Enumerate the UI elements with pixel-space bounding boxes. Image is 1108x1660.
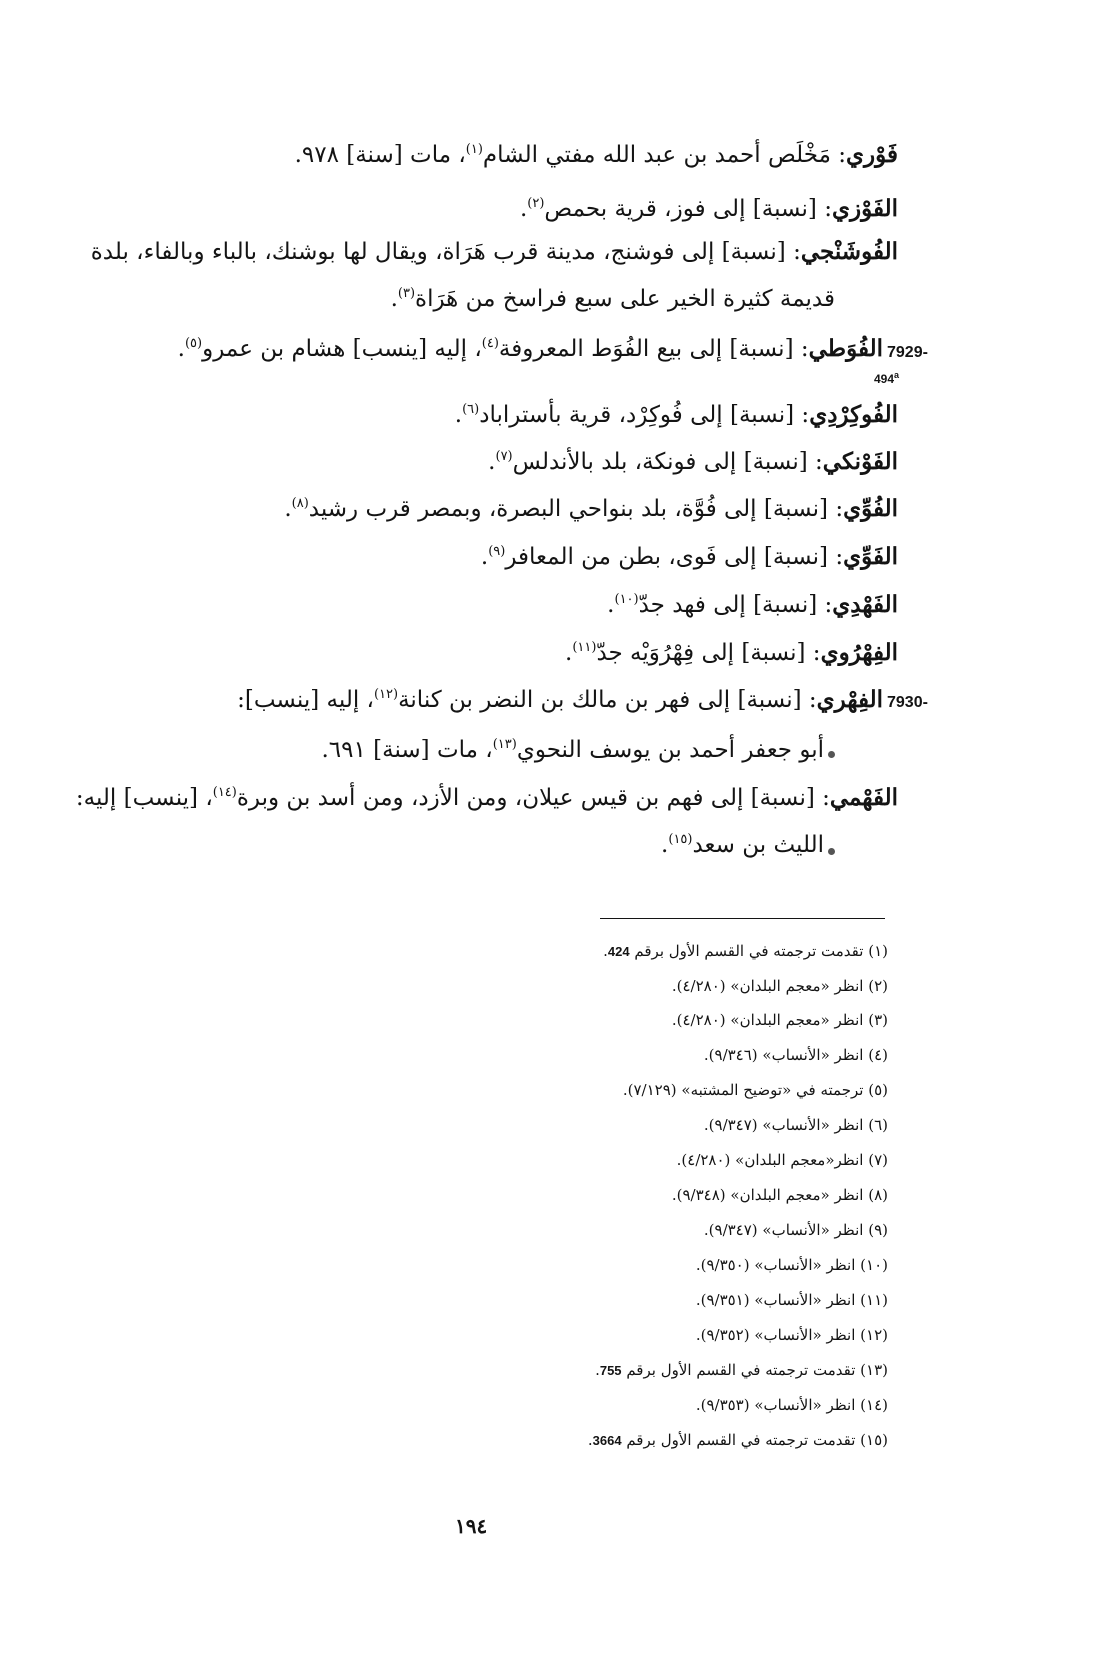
entry-headword: الفُوِّي — [843, 495, 898, 522]
entry-headword: الفُوكِرْدِي — [809, 401, 898, 428]
footnote-13: (١٣) تقدمت ترجمته في القسم الأول برقم 755. — [595, 1361, 888, 1379]
entry-text: . — [519, 196, 528, 222]
footnote-4: (٤) انظر «الأنساب» (٩/٣٤٦). — [703, 1046, 888, 1064]
entry-text: : [نسبة] إلى فونكة، بلد بالأندلس — [512, 449, 823, 475]
entry-text: . — [390, 286, 398, 312]
footnote-ref[interactable]: (٣) — [397, 286, 416, 301]
footnote-12: (١٢) انظر «الأنساب» (٩/٣٥٢). — [695, 1326, 888, 1344]
entry-fawnaki — [488, 447, 898, 477]
entry-fuwwi — [284, 494, 898, 524]
footnote-7: (٧) انظر«معجم البلدان» (٤/٢٨٠). — [676, 1151, 888, 1169]
entry-number: 7929- — [887, 344, 928, 361]
page-number: ١٩٤ — [455, 1514, 488, 1538]
entry-text: : [نسبة] إلى فُوكِرْد، قرية بأستراباد — [479, 402, 810, 428]
entry-bullet-abu-jafar — [321, 735, 824, 765]
entry-text: : [نسبة] إلى فهم بن قيس عيلان، ومن الأزد، ومن أسد بن وبرة — [236, 785, 830, 811]
entry-text: ، إليه [ينسب]: — [237, 687, 374, 713]
entry-headword: الفُوشَنْجي — [800, 238, 898, 265]
footnote-10: (١٠) انظر «الأنساب» (٩/٣٥٠). — [695, 1256, 888, 1274]
entry-headword: الفِهْرُوي — [820, 639, 898, 666]
entry-fawzi — [520, 194, 898, 224]
footnote-ref[interactable]: (٥) — [184, 336, 203, 351]
entry-fushanji-line1 — [0, 237, 898, 267]
entry-headword: الفَهْدِي — [832, 591, 898, 618]
entry-text: : [نسبة] إلى فوز، قرية بحمص — [544, 196, 832, 222]
entry-text: : [نسبة] إلى فِهْرُوَيْه جدّ — [596, 640, 821, 666]
entry-text: ، مات [سنة] ٩٧٨. — [294, 142, 466, 168]
entry-text: ، [ينسب] إليه: — [75, 785, 213, 811]
entry-fawwi — [481, 542, 898, 572]
entry-headword: الفَهْمي — [829, 784, 898, 811]
bullet-icon — [828, 848, 835, 855]
footnote-ref[interactable]: (١١) — [572, 640, 597, 655]
entry-text: : [نسبة] إلى فُوَّة، بلد بنواحي البصرة، وبمصر قرب رشيد — [308, 496, 844, 522]
footnote-6: (٦) انظر «الأنساب» (٩/٣٤٧). — [703, 1116, 888, 1134]
entry-text: . — [488, 449, 496, 475]
entry-text: أبو جعفر أحمد بن يوسف النحوي — [516, 737, 824, 763]
footnote-3: (٣) انظر «معجم البلدان» (٤/٢٨٠). — [671, 1011, 888, 1029]
entry-text: : [نسبة] إلى فهد جدّ — [638, 592, 833, 618]
entry-text: : [نسبة] إلى بيع الفُوَط المعروفة — [498, 336, 809, 362]
entry-headword: الفَوْزي — [831, 195, 898, 222]
footnote-2: (٢) انظر «معجم البلدان» (٤/٢٨٠). — [671, 977, 888, 995]
entry-text: : [نسبة] إلى فهر بن مالك بن النضر بن كنانة — [398, 687, 817, 713]
entry-headword: الفَوِّي — [843, 543, 898, 570]
entry-text: الليث بن سعد — [692, 832, 824, 858]
footnote-ref[interactable]: (٤) — [481, 336, 499, 351]
footnote-ref[interactable]: (٢) — [527, 196, 545, 211]
entry-fahdi — [607, 590, 898, 620]
entry-text: . — [284, 496, 292, 522]
entry-headword: الفُوَطي — [808, 335, 883, 362]
footnote-ref[interactable]: (١٣) — [492, 737, 517, 752]
footnote-9: (٩) انظر «الأنساب» (٩/٣٤٧). — [703, 1221, 888, 1239]
folio-marker: 494$^a$ — [874, 370, 900, 386]
footnote-8: (٨) انظر «معجم البلدان» (٩/٣٤٨). — [671, 1186, 888, 1204]
footnote-11: (١١) انظر «الأنساب» (٩/٣٥١). — [695, 1291, 888, 1309]
footnote-ref[interactable]: (٩) — [488, 544, 506, 559]
footnote-ref[interactable]: (١٤) — [212, 785, 237, 800]
entry-text: : [نسبة] إلى فوشنج، مدينة قرب هَرَاة، ويقال لها بوشنك، بالباء وبالفاء، بلدة — [90, 239, 801, 265]
entry-bullet-layth — [661, 830, 824, 860]
entry-headword: فَوْري — [846, 141, 898, 168]
entry-headword: الفِهْري — [816, 686, 883, 713]
entry-text: : [نسبة] إلى فَوى، بطن من المعافر — [505, 544, 844, 570]
entry-text: . — [661, 832, 669, 858]
footnote-14: (١٤) انظر «الأنساب» (٩/٣٥٣). — [695, 1396, 888, 1414]
footnote-separator — [600, 918, 885, 919]
entry-text: . — [177, 336, 185, 362]
entry-headword: الفَوْنكي — [822, 448, 898, 475]
entry-text: . — [480, 544, 489, 570]
entry-text: ، إليه [ينسب] هشام بن عمرو — [202, 336, 482, 362]
entry-fahmi — [76, 783, 898, 813]
footnote-ref[interactable]: (١٥) — [668, 832, 693, 847]
entry-text: ، مات [سنة] ٦٩١. — [321, 737, 493, 763]
entry-fihruwi — [565, 638, 898, 668]
entry-line — [91, 237, 898, 267]
footnote-ref[interactable]: (١٢) — [373, 687, 399, 702]
footnote-ref[interactable]: (٦) — [462, 402, 480, 417]
footnote-ref[interactable]: (١) — [465, 142, 483, 157]
footnote-1: (١) تقدمت ترجمته في القسم الأول برقم 424. — [603, 942, 888, 960]
entry-fuwati — [178, 334, 883, 364]
bullet-icon — [828, 751, 835, 758]
entry-fushanji-line2 — [391, 284, 835, 314]
entry-fihri — [237, 685, 883, 715]
entry-fawri — [295, 140, 898, 170]
entry-fukirdi — [455, 400, 898, 430]
entry-text: . — [607, 592, 615, 618]
footnote-5: (٥) ترجمته في «توضيح المشتبه» (٧/١٢٩). — [622, 1081, 888, 1099]
entry-number: 7930- — [887, 694, 928, 711]
footnote-ref[interactable]: (٧) — [495, 449, 513, 464]
entry-text: . — [565, 640, 573, 666]
footnote-ref[interactable]: (٨) — [291, 496, 309, 511]
entry-text: : مَخْلَص أحمد بن عبد الله مفتي الشام — [482, 142, 846, 168]
footnote-15: (١٥) تقدمت ترجمته في القسم الأول برقم 3664. — [587, 1431, 888, 1449]
entry-text: . — [454, 402, 463, 428]
footnote-ref[interactable]: (١٠) — [614, 592, 639, 607]
entry-text: قديمة كثيرة الخير على سبع فراسخ من هَرَاة — [415, 286, 835, 312]
